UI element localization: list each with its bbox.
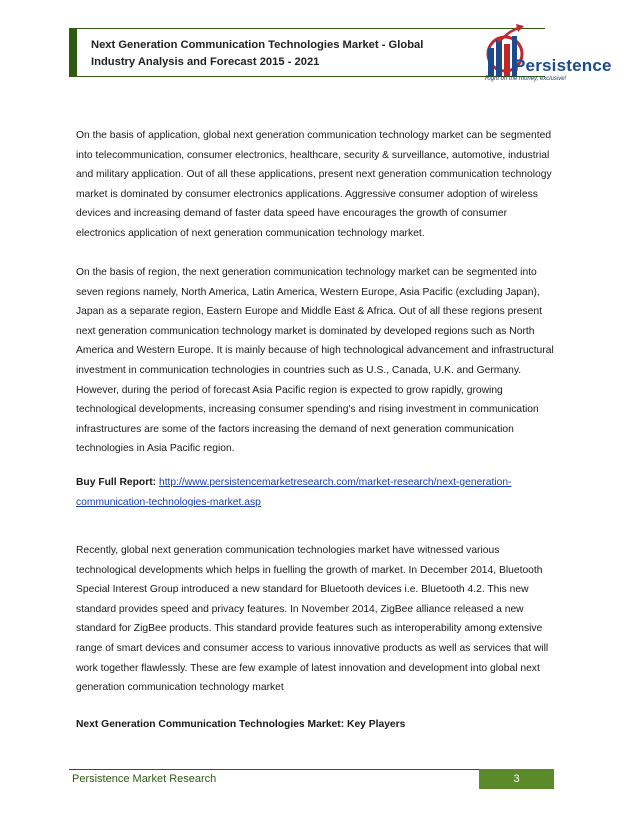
text-line: technological developments, increasing consumer spending's and rising investment in communication — [76, 404, 539, 416]
text-line: investment in communication technologies in countries such as U.S., Canada, U.K. and Germany. — [76, 364, 522, 376]
header-bottom-rule — [69, 76, 545, 77]
text-line: Recently, global next generation communication technologies market have witnessed various — [76, 545, 500, 556]
logo-wordmark: Persistence — [514, 56, 612, 75]
text-line: However, during the period of forecast Asia Pacific region is expected to grow rapidly, growing — [76, 384, 503, 396]
text-line: devices and increasing demand of faster data speed have encourages the growth of consumer — [76, 208, 508, 220]
paragraph-region — [76, 263, 556, 459]
title-line-1: Next Generation Communication Technologies Market - Global — [91, 39, 424, 51]
text-line: range of smart devices and consumer access to various innovative products as well as services that will — [76, 642, 549, 654]
text-line: infrastructures are some of the factors increasing the demand of next generation communication — [76, 423, 514, 435]
text-line: generation communication technology market — [76, 682, 284, 694]
buy-report-block — [76, 473, 556, 512]
text-line: technological developments which helps in fuelling the growth of market. In December 2014, Bluetooth — [76, 564, 543, 576]
key-players-heading: Next Generation Communication Technologies Market: Key Players — [76, 719, 406, 730]
text-line: work together flawlessly. These are few example of latest innovation and development into global next — [76, 662, 540, 674]
text-line: seven regions namely, North America, Latin America, Western Europe, Asia Pacific (excluding Japan), — [76, 286, 540, 298]
paragraph-recent-developments — [76, 541, 556, 698]
logo-tagline: Right on the money, exclusive! — [485, 76, 567, 82]
text-line: into telecommunication, consumer electronics, healthcare, security & surveillance, automotive, industrial — [76, 149, 550, 161]
text-line: and military application. Out of all these applications, present next generation communication technology — [76, 169, 552, 181]
text-line: America and Western Europe. It is mainly because of high technological advancement and infrastructural — [76, 345, 554, 357]
text-line: market is dominated by consumer electronics applications. Aggressive consumer adoption of wireless — [76, 188, 538, 200]
page-number: 3 — [479, 769, 554, 789]
paragraph-application — [76, 126, 556, 244]
text-line: Special Interest Group introduced a new standard for Bluetooth devices i.e. Bluetooth 4.2. This new — [76, 584, 529, 596]
text-line: On the basis of application, global next generation communication technology market can be segmented — [76, 130, 552, 141]
buy-report-label: Buy Full Report: — [76, 477, 157, 488]
text-line: electronics application of next generation communication technology market. — [76, 227, 425, 239]
text-line: standard for ZigBee products. This standard provide features such as interoperability among extensive — [76, 623, 543, 635]
text-line: technologies in Asia Pacific region. — [76, 443, 235, 455]
buy-report-link[interactable]: http://www.persistencemarketresearch.com/market-research/next-generation- — [158, 477, 512, 488]
text-line: On the basis of region, the next generation communication technology market can be segmented into — [76, 267, 537, 278]
title-line-2: Industry Analysis and Forecast 2015 - 2021 — [91, 56, 320, 68]
text-line: next generation communication technology market is dominated by developed regions such as North — [76, 325, 535, 337]
header-accent-bar — [69, 28, 77, 76]
text-line: standard provides speed and privacy features. In November 2014, ZigBee alliance released a new — [76, 603, 524, 615]
text-line: Japan as a separate region, Eastern Europe and Middle East & Africa. Out of all these regions present — [76, 306, 542, 318]
document-title — [91, 37, 423, 71]
footer-company: Persistence Market Research — [72, 773, 217, 785]
buy-report-link-continued[interactable]: communication-technologies-market.asp — [76, 496, 261, 508]
header-top-rule — [69, 28, 545, 29]
